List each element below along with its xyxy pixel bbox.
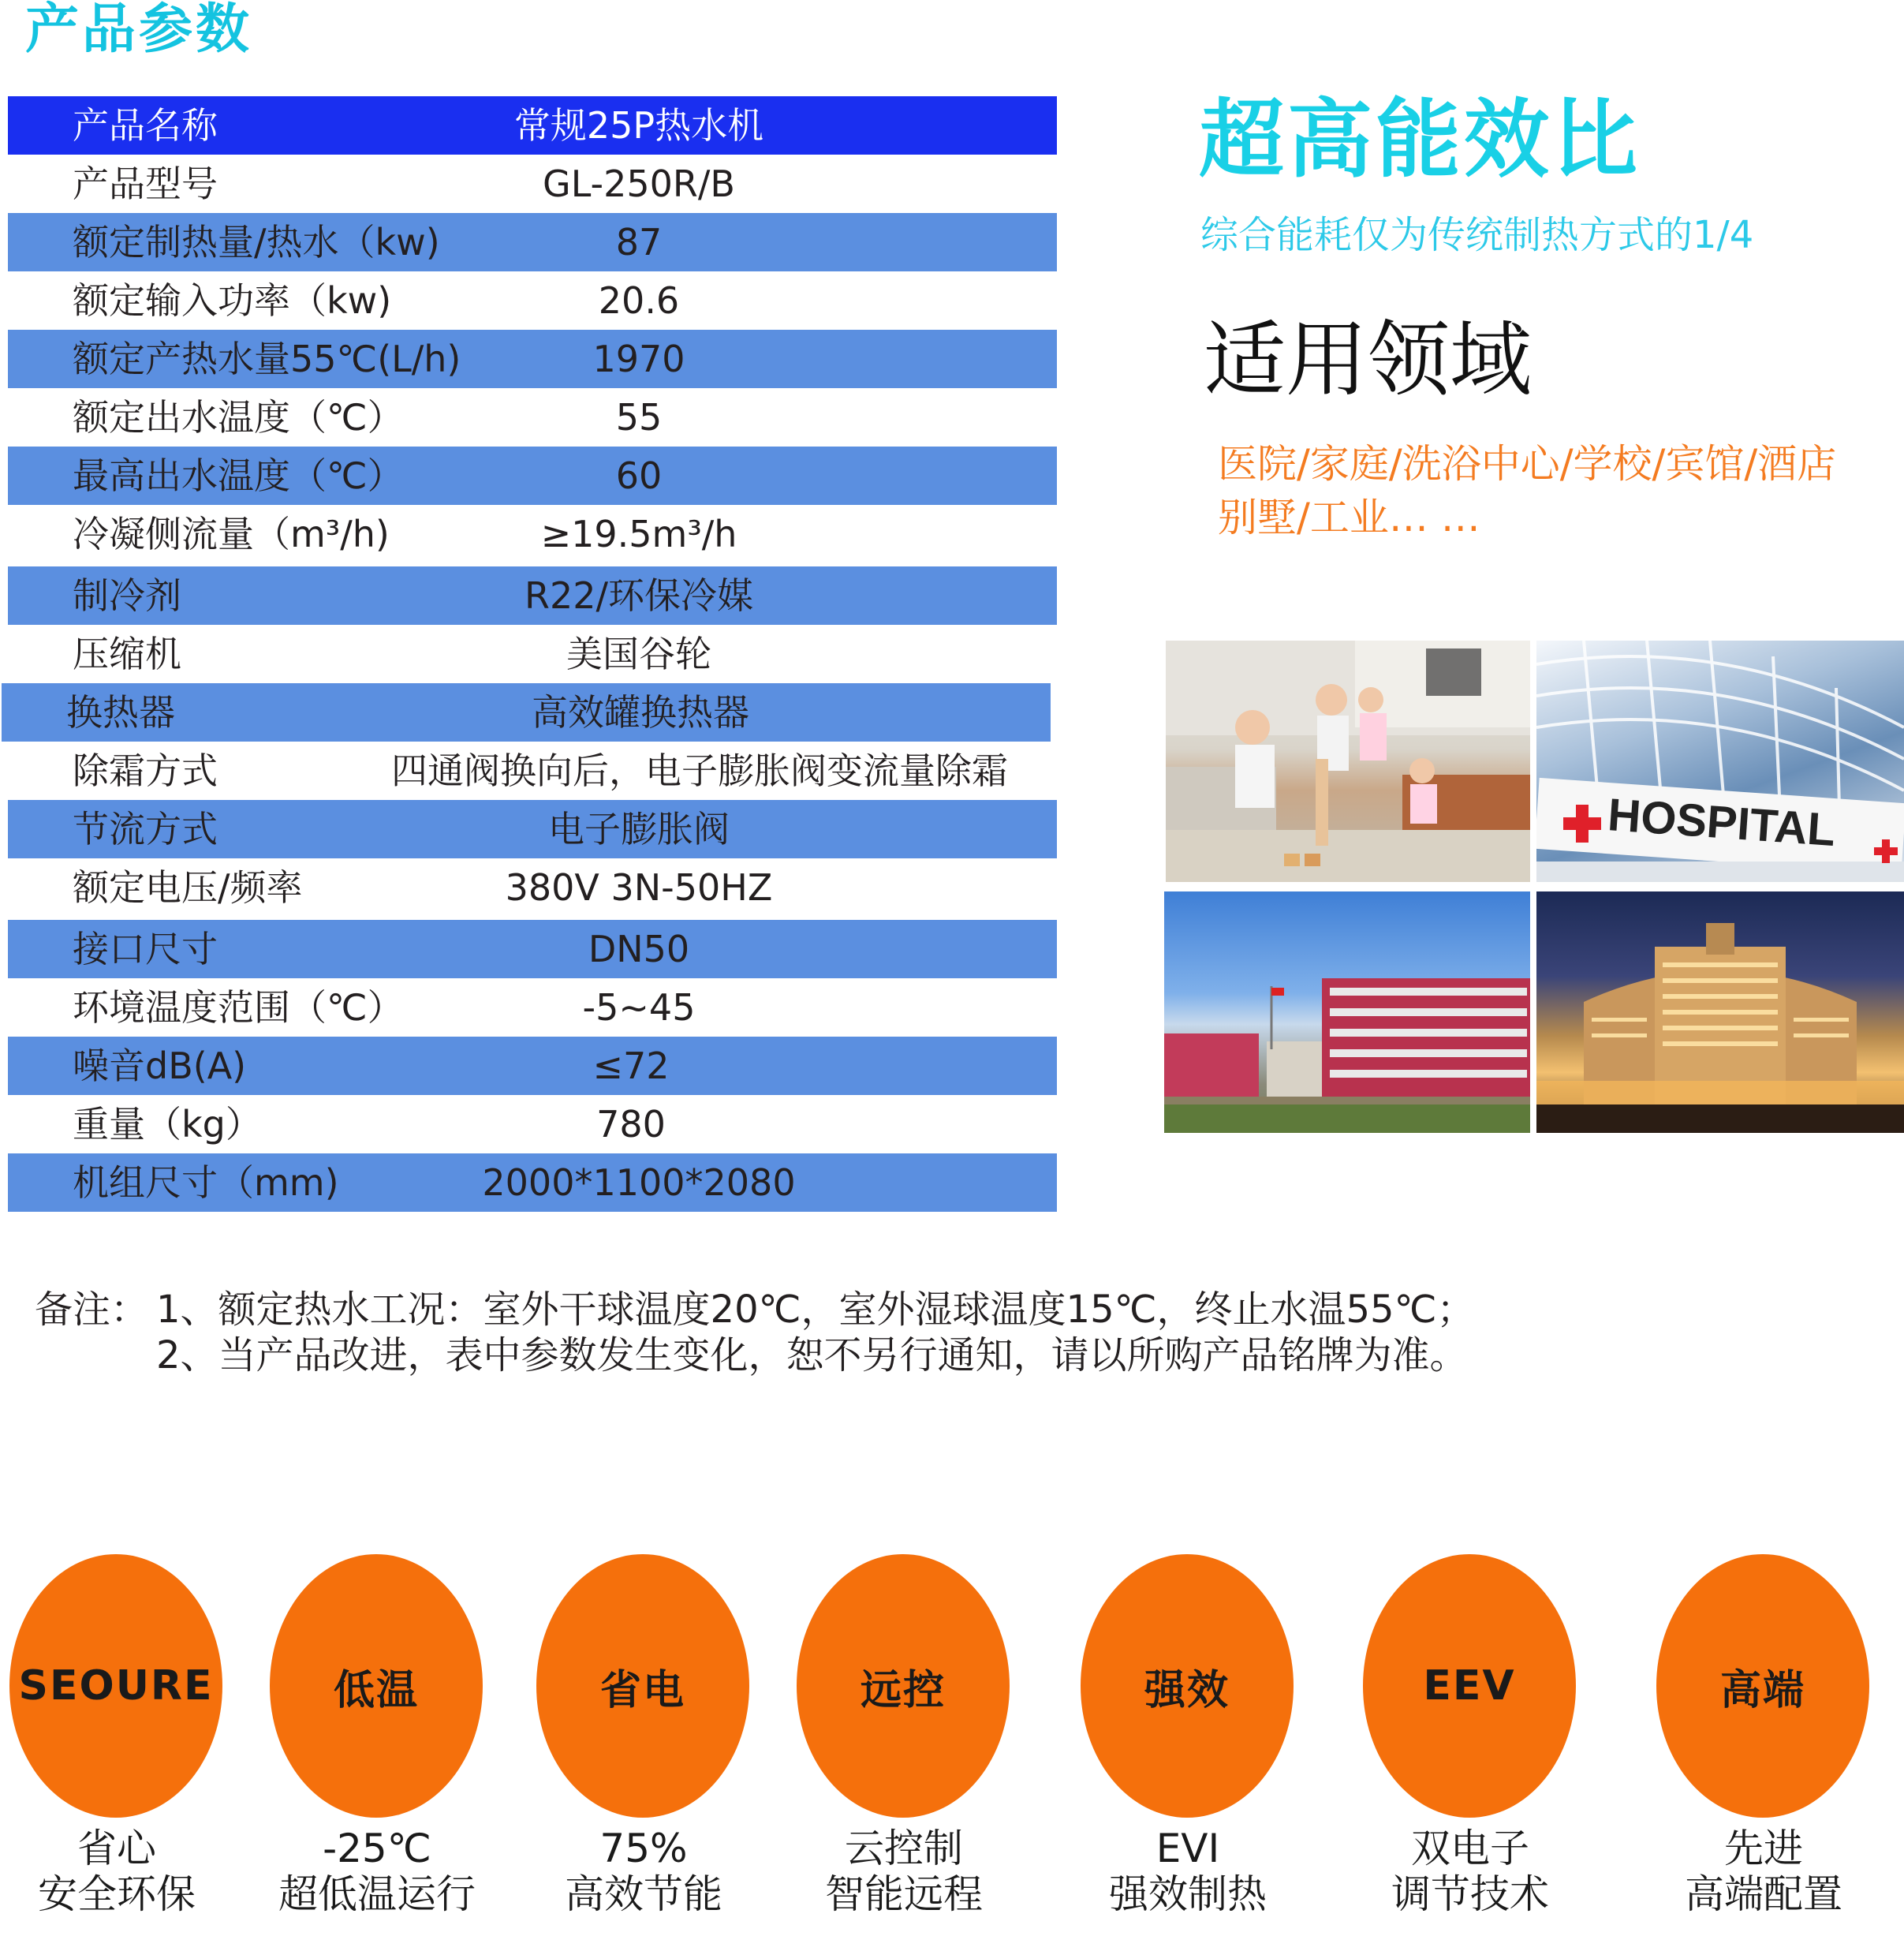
row-label: 节流方式 xyxy=(73,808,218,850)
feature-line-2: 调节技术 xyxy=(1391,1871,1549,1917)
table-row xyxy=(2,683,1051,742)
table-row xyxy=(8,800,1057,858)
feature-low-temp xyxy=(270,1554,484,1917)
feature-line-2: 安全环保 xyxy=(38,1871,196,1917)
row-label: 额定出水温度（℃） xyxy=(73,396,404,439)
feature-badge: 省电 xyxy=(536,1554,749,1818)
feature-high-end xyxy=(1656,1554,1871,1917)
row-value: GL-250R/B xyxy=(543,163,735,205)
table-row xyxy=(8,978,1057,1037)
row-label: 制冷剂 xyxy=(73,574,181,617)
feature-remote xyxy=(797,1554,1011,1917)
usage-list-line-1: 医院/家庭/洗浴中心/学校/宾馆/酒店 xyxy=(1218,441,1837,487)
usage-list-line-2: 别墅/工业… … xyxy=(1218,495,1480,540)
table-row xyxy=(8,96,1057,155)
table-row xyxy=(8,155,1057,213)
hospital-photo xyxy=(1536,641,1904,882)
feature-line-2: 强效制热 xyxy=(1109,1871,1267,1917)
row-value: 380V 3N-50HZ xyxy=(505,866,773,909)
row-value: 55 xyxy=(615,396,663,439)
notes-label: 备注： xyxy=(35,1288,149,1332)
feature-power-saving xyxy=(536,1554,751,1917)
row-label: 换热器 xyxy=(66,691,175,734)
hospital-sign-text: HOSPITAL xyxy=(1606,789,1838,857)
table-row xyxy=(8,505,1057,563)
row-value: 高效罐换热器 xyxy=(532,691,749,734)
row-label: 接口尺寸 xyxy=(73,928,218,970)
row-value: 常规25P热水机 xyxy=(513,104,764,147)
table-row xyxy=(8,447,1057,505)
row-label: 冷凝侧流量（m³/h) xyxy=(73,513,390,555)
feature-line-2: 超低温运行 xyxy=(278,1871,476,1917)
table-row xyxy=(8,1153,1057,1212)
feature-badge: SEOURE xyxy=(9,1554,222,1818)
feature-line-1: 先进 xyxy=(1724,1826,1803,1871)
row-value: 780 xyxy=(596,1103,666,1146)
feature-strong xyxy=(1081,1554,1295,1917)
table-row xyxy=(8,330,1057,388)
row-value: 60 xyxy=(615,454,663,497)
table-row xyxy=(8,625,1057,683)
row-value: 1970 xyxy=(592,338,685,380)
row-value: 20.6 xyxy=(598,279,680,322)
row-value: 美国谷轮 xyxy=(566,633,711,675)
feature-line-1: 省心 xyxy=(77,1826,156,1871)
row-label: 额定产热水量55℃(L/h) xyxy=(73,338,461,380)
feature-badge: 远控 xyxy=(797,1554,1010,1818)
note-item: 2、当产品改进，表中参数发生变化，恕不另行通知，请以所购产品铭牌为准。 xyxy=(156,1333,1468,1377)
table-row xyxy=(8,1095,1057,1153)
usage-title: 适用领域 xyxy=(1204,312,1533,408)
feature-badge: 强效 xyxy=(1081,1554,1294,1818)
row-label: 重量（kg） xyxy=(73,1103,262,1146)
feature-line-1: 75% xyxy=(599,1826,688,1871)
row-label: 环境温度范围（℃） xyxy=(73,986,404,1029)
feature-secure xyxy=(9,1554,224,1917)
row-value: ≤72 xyxy=(592,1045,670,1087)
feature-badge: 高端 xyxy=(1656,1554,1869,1818)
row-label: 额定制热量/热水（kw) xyxy=(73,221,440,263)
row-value: -5~45 xyxy=(582,986,696,1029)
feature-line-1: EVI xyxy=(1155,1826,1220,1871)
row-value: 四通阀换向后，电子膨胀阀变流量除霜 xyxy=(391,749,1008,792)
table-row xyxy=(8,1037,1057,1095)
row-label: 产品名称 xyxy=(73,104,218,147)
feature-badge: 低温 xyxy=(270,1554,483,1818)
row-value: 2000*1100*2080 xyxy=(482,1161,796,1204)
row-label: 除霜方式 xyxy=(73,749,218,792)
efficiency-title: 超高能效比 xyxy=(1199,91,1641,189)
family-photo xyxy=(1166,641,1530,882)
row-label: 噪音dB(A) xyxy=(73,1045,247,1087)
row-value: 电子膨胀阀 xyxy=(548,808,730,850)
feature-eev xyxy=(1363,1554,1577,1917)
efficiency-subtitle: 综合能耗仅为传统制热方式的1/4 xyxy=(1200,213,1754,257)
row-label: 产品型号 xyxy=(73,163,218,205)
feature-badge: EEV xyxy=(1363,1554,1576,1818)
note-item: 1、额定热水工况：室外干球温度20℃，室外湿球温度15℃，终止水温55℃； xyxy=(156,1288,1475,1332)
row-value: DN50 xyxy=(588,928,690,970)
table-row xyxy=(8,566,1057,625)
table-row xyxy=(8,388,1057,447)
row-value: ≥19.5m³/h xyxy=(540,513,737,555)
table-row xyxy=(8,213,1057,271)
feature-line-1: -25℃ xyxy=(323,1826,431,1871)
feature-line-2: 智能远程 xyxy=(825,1871,983,1917)
row-value: 87 xyxy=(615,221,663,263)
table-row xyxy=(8,920,1057,978)
table-row xyxy=(8,858,1057,917)
table-row xyxy=(8,271,1057,330)
section-title: 产品参数 xyxy=(25,0,253,61)
row-label: 额定电压/频率 xyxy=(73,866,303,909)
feature-line-2: 高效节能 xyxy=(565,1871,722,1917)
row-label: 压缩机 xyxy=(73,633,181,675)
hotel-photo xyxy=(1536,891,1904,1133)
row-value: R22/环保冷媒 xyxy=(525,574,753,617)
table-row xyxy=(8,742,1057,800)
school-photo xyxy=(1164,891,1530,1133)
row-label: 机组尺寸（mm) xyxy=(73,1161,339,1204)
feature-line-1: 双电子 xyxy=(1411,1826,1529,1871)
row-label: 最高出水温度（℃） xyxy=(73,454,404,497)
feature-line-1: 云控制 xyxy=(845,1826,963,1871)
row-label: 额定输入功率（kw) xyxy=(73,279,392,322)
feature-line-2: 高端配置 xyxy=(1685,1871,1842,1917)
